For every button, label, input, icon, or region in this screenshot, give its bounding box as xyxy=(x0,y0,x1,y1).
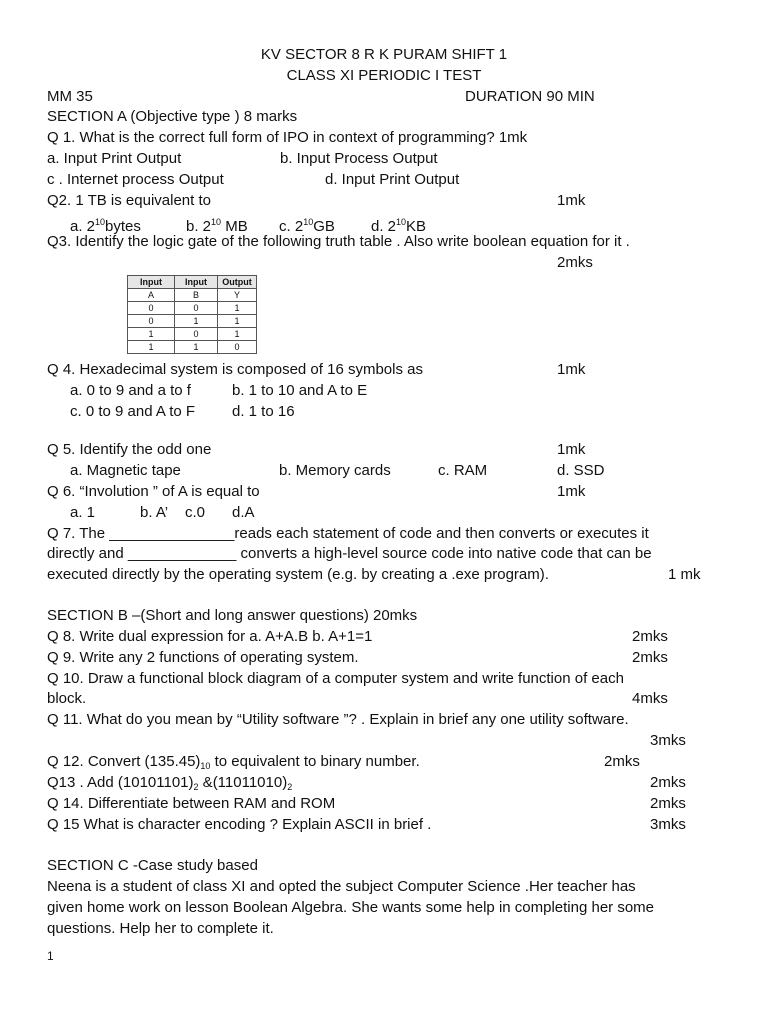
duration: DURATION 90 MIN xyxy=(465,88,595,105)
q11-marks: 3mks xyxy=(650,732,686,749)
q1-option-b: b. Input Process Output xyxy=(280,150,438,167)
table-cell: 1 xyxy=(175,315,218,328)
q6-option-c: c.0 xyxy=(185,504,206,521)
q12-text: Q 12. Convert $(135.45)_{10}$ to equivalent to binary number. xyxy=(47,753,420,771)
test-title: CLASS XI PERIODIC I TEST xyxy=(286,67,482,84)
truth-table-subheader: B xyxy=(175,289,218,302)
q5-option-b: b. Memory cards xyxy=(279,462,391,479)
q4-option-d: d. 1 to 16 xyxy=(232,403,295,420)
table-cell: 0 xyxy=(128,302,175,315)
q5-option-d: d. SSD xyxy=(557,462,605,479)
q2-option-c: c. $2^{10}GB$ xyxy=(279,217,335,235)
q13-text: Q13 . Add $(10101101)_2$ $\&(11011010)_2$ xyxy=(47,774,293,792)
table-row xyxy=(128,328,257,341)
q11-text: Q 11. What do you mean by “Utility software ”? . Explain in brief any one utility software. xyxy=(47,711,629,728)
truth-table-subheader: A xyxy=(128,289,175,302)
q4-option-b: b. 1 to 10 and A to E xyxy=(232,382,368,399)
table-cell: 0 xyxy=(175,302,218,315)
q12-marks: 2mks xyxy=(604,753,640,770)
max-marks: MM 35 xyxy=(47,88,93,105)
q4-option-a: a. 0 to 9 and a to f xyxy=(70,382,191,399)
q6-option-b: b. A’ xyxy=(140,504,169,521)
q2-marks: 1mk xyxy=(557,192,586,209)
truth-table-subheader: Y xyxy=(218,289,257,302)
q3-text: Q3. Identify the logic gate of the following truth table . Also write boolean equation for it . xyxy=(47,233,630,250)
q7-marks: 1 mk xyxy=(668,566,701,583)
q6-option-d: d.A xyxy=(232,504,255,521)
q7-line2: directly and _____________ converts a high-level source code into native code that can be xyxy=(47,545,652,562)
section-b-title: SECTION B –(Short and long answer questions) 20mks xyxy=(47,607,418,624)
table-cell: 1 xyxy=(218,315,257,328)
table-cell: 1 xyxy=(128,328,175,341)
q4-text: Q 4. Hexadecimal system is composed of 16 symbols as xyxy=(47,361,423,378)
q7-line1: Q 7. The _______________reads each statement of code and then converts or executes it xyxy=(47,525,649,542)
table-row xyxy=(128,341,257,354)
q2-option-d: d. $2^{10}KB$ xyxy=(371,217,427,235)
case-study-line2: given home work on lesson Boolean Algebra. She wants some help in completing her some xyxy=(47,899,655,916)
truth-table xyxy=(127,275,257,354)
q1-option-d: d. Input Print Output xyxy=(325,171,460,188)
q14-text: Q 14. Differentiate between RAM and ROM xyxy=(47,795,336,812)
q8-marks: 2mks xyxy=(632,628,668,645)
q2-text: Q2. 1 TB is equivalent to xyxy=(47,192,211,209)
q10-line2: block. xyxy=(47,690,87,707)
q7-line3: executed directly by the operating system (e.g. by creating a .exe program). xyxy=(47,566,549,583)
table-row xyxy=(128,302,257,315)
q9-text: Q 9. Write any 2 functions of operating system. xyxy=(47,649,359,666)
q5-marks: 1mk xyxy=(557,441,586,458)
school-name: KV SECTOR 8 R K PURAM SHIFT 1 xyxy=(260,46,508,63)
q15-text: Q 15 What is character encoding ? Explain ASCII in brief . xyxy=(47,816,432,833)
q15-marks: 3mks xyxy=(650,816,686,833)
q10-line1: Q 10. Draw a functional block diagram of a computer system and write function of each xyxy=(47,670,624,687)
q5-option-a: a. Magnetic tape xyxy=(70,462,181,479)
q1-option-c: c . Internet process Output xyxy=(47,171,224,188)
page-number: 1 xyxy=(47,949,54,963)
q4-marks: 1mk xyxy=(557,361,586,378)
case-study-line3: questions. Help her to complete it. xyxy=(47,920,274,937)
table-row xyxy=(128,315,257,328)
truth-table-subheader-row xyxy=(128,289,257,302)
q3-marks: 2mks xyxy=(557,254,593,271)
q1-option-a: a. Input Print Output xyxy=(47,150,182,167)
q13-marks: 2mks xyxy=(650,774,686,791)
table-cell: 1 xyxy=(218,328,257,341)
q5-option-c: c. RAM xyxy=(438,462,488,479)
q6-marks: 1mk xyxy=(557,483,586,500)
table-cell: 0 xyxy=(218,341,257,354)
q1-text: Q 1. What is the correct full form of IPO in context of programming? 1mk xyxy=(47,129,528,146)
truth-table-header: Output xyxy=(218,276,257,289)
section-c-title: SECTION C -Case study based xyxy=(47,857,258,874)
table-cell: 1 xyxy=(128,341,175,354)
q9-marks: 2mks xyxy=(632,649,668,666)
truth-table-header: Input xyxy=(175,276,218,289)
case-study-line1: Neena is a student of class XI and opted the subject Computer Science .Her teacher has xyxy=(47,878,636,895)
q4-option-c: c. 0 to 9 and A to F xyxy=(70,403,196,420)
q6-text: Q 6. “Involution ” of A is equal to xyxy=(47,483,260,500)
table-cell: 0 xyxy=(175,328,218,341)
q6-option-a: a. 1 xyxy=(70,504,96,521)
table-cell: 1 xyxy=(218,302,257,315)
truth-table-header-row xyxy=(128,276,257,289)
table-cell: 1 xyxy=(175,341,218,354)
truth-table-header: Input xyxy=(128,276,175,289)
section-a-title: SECTION A (Objective type ) 8 marks xyxy=(47,108,298,125)
q5-text: Q 5. Identify the odd one xyxy=(47,441,212,458)
table-cell: 0 xyxy=(128,315,175,328)
q10-marks: 4mks xyxy=(632,690,668,707)
q14-marks: 2mks xyxy=(650,795,686,812)
q8-text: Q 8. Write dual expression for a. A+A.B b. A+1=1 xyxy=(47,628,373,645)
q2-option-a: a. $2^{10}bytes$ xyxy=(70,217,141,235)
q2-option-b: b. $2^{10}$ MB xyxy=(186,217,248,235)
